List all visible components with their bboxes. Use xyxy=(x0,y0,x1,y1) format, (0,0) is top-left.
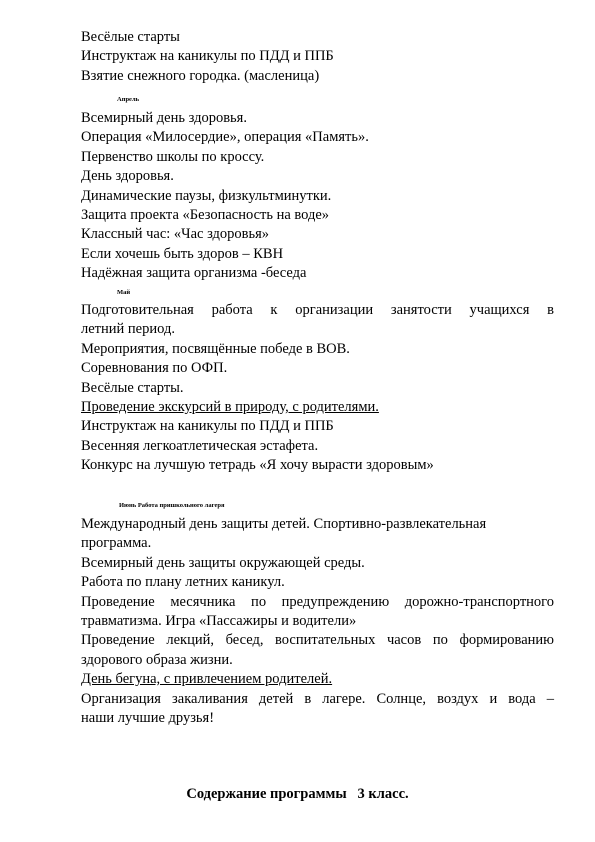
list-item: программа. xyxy=(81,535,152,552)
list-item: Взятие снежного городка. (масленица) xyxy=(81,67,320,84)
list-item: Проведение лекций, бесед, воспитательных часов по формированию xyxy=(81,632,554,649)
june-section xyxy=(81,501,554,728)
list-item: Весёлые старты xyxy=(81,29,180,45)
list-item: Всемирный день здоровья. xyxy=(81,110,247,126)
list-item: Международный день защиты детей. Спортивно-развлекательная xyxy=(81,516,487,532)
list-item: Классный час: «Час здоровья» xyxy=(81,226,270,243)
month-heading-april: Апрель xyxy=(117,96,140,103)
list-item: травматизма. Игра «Пассажиры и водители» xyxy=(81,612,357,629)
list-item: наши лучшие друзья! xyxy=(81,709,215,726)
program-content-heading: Содержание программы 3 класс. xyxy=(186,786,409,802)
list-item: Проведение экскурсий в природу, с родителями. xyxy=(81,398,379,415)
list-item: День здоровья. xyxy=(81,168,174,185)
list-item: Первенство школы по кроссу. xyxy=(81,148,265,165)
list-item: Весенняя легкоатлетическая эстафета. xyxy=(81,437,319,454)
list-item: Организация закаливания детей в лагере. Солнце, воздух и вода – xyxy=(81,690,554,707)
list-item: летний период. xyxy=(81,321,175,338)
may-section xyxy=(81,288,554,476)
month-heading-june: Июнь Работа пришкольного лагеря xyxy=(119,502,225,509)
list-item: Инструктаж на каникулы по ПДД и ППБ xyxy=(81,418,334,435)
april-section xyxy=(81,95,554,284)
list-item: Мероприятия, посвящённые победе в ВОВ. xyxy=(81,340,350,357)
list-item: здорового образа жизни. xyxy=(81,651,233,668)
list-item: Надёжная защита организма -беседа xyxy=(81,265,307,282)
list-item: Конкурс на лучшую тетрадь «Я хочу вырасти здоровым» xyxy=(81,457,434,474)
list-item: Защита проекта «Безопасность на воде» xyxy=(81,206,330,223)
list-item: День бегуна, с привлечением родителей. xyxy=(81,671,333,688)
list-item: Всемирный день защиты окружающей среды. xyxy=(81,554,365,571)
list-item: Динамические паузы, физкультминутки. xyxy=(81,187,332,204)
month-heading-may: Май xyxy=(117,289,131,296)
list-item: Весёлые старты. xyxy=(81,379,184,396)
list-item: Работа по плану летних каникул. xyxy=(81,574,285,591)
list-item: Если хочешь быть здоров – КВН xyxy=(81,245,284,262)
list-item: Проведение месячника по предупреждению дорожно-транспортного xyxy=(81,593,554,610)
list-item: Соревнования по ОФП. xyxy=(81,360,228,377)
list-item: Инструктаж на каникулы по ПДД и ППБ xyxy=(81,48,334,65)
list-item: Операция «Милосердие», операция «Память». xyxy=(81,129,369,146)
list-item: Подготовительная работа к организации занятости учащихся в xyxy=(81,302,554,318)
march-activities xyxy=(81,28,554,86)
